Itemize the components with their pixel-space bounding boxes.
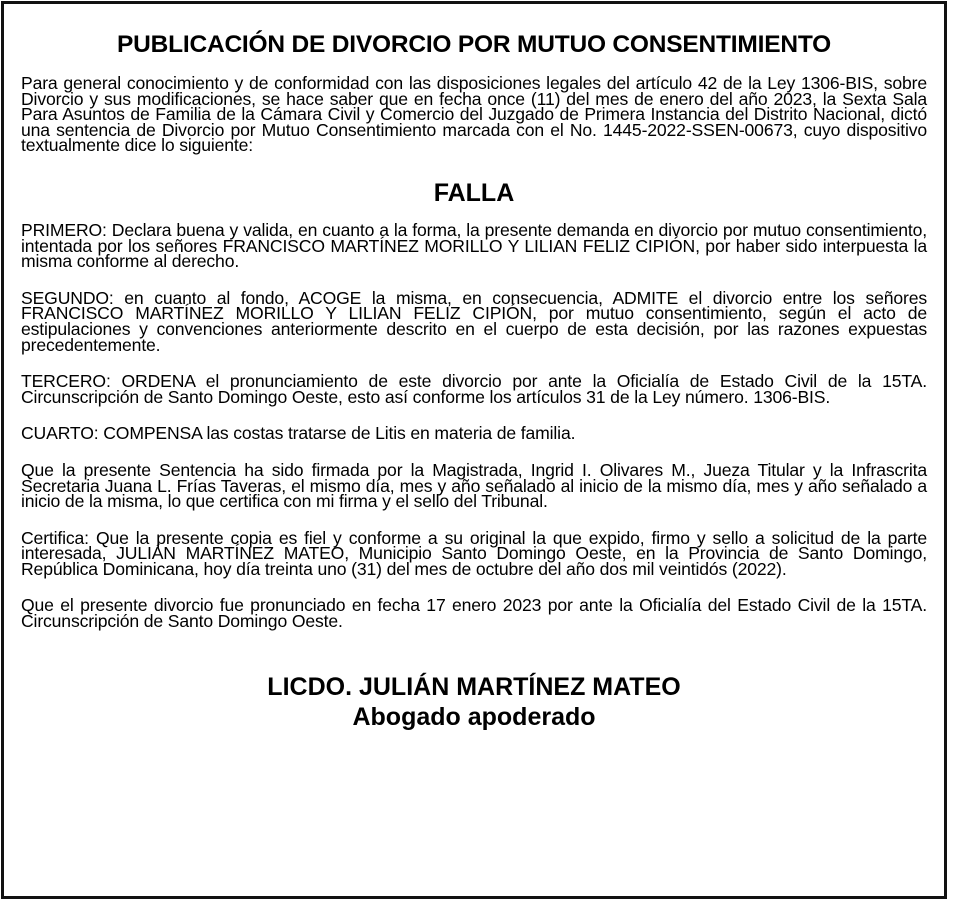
notice-title: PUBLICACIÓN DE DIVORCIO POR MUTUO CONSENTIMIENTO <box>116 31 832 58</box>
intro-paragraph: Para general conocimiento y de conformidad con las disposiciones legales del artículo 42 de la Ley 1306-BIS, sobre Divorcio y sus modificaciones, se hace saber que en fecha once (11) del mes de enero del año 2023, la Sexta Sala Para Asuntos de Familia de la Cámara Civil y Comercio del Juzgado de Primera Instancia del Distrito Nacional, dictó una sentencia de Divorcio por Mutuo Consentimiento marcada con el No. 1445-2022-SSEN-00673, cuyo dispositivo textualmente dice lo siguiente: <box>21 73 927 156</box>
paragraph-certifica: Certifica: Que la presente copia es fiel y conforme a su original la que expido, firmo y sello a solicitud de la parte interesada, JULIÁN MARTÍNEZ MATEO, Municipio Santo Domingo Oeste, en la Provincia de Santo Domingo, República Dominicana, hoy día treinta uno (31) del mes de octubre del año dos mil veintidós (2022). <box>21 527 927 579</box>
signature-role: Abogado apoderado <box>352 702 596 731</box>
falla-heading: FALLA <box>433 178 515 207</box>
paragraph-segundo: SEGUNDO: en cuanto al fondo, ACOGE la misma, en consecuencia, ADMITE el divorcio entre los señores FRANCISCO MARTÍNEZ MORILLO Y LILIAN FELIZ CIPIÓN, por mutuo consentimiento, según el acto de estipulaciones y convenciones anteriormente descrito en el cuerpo de esta decisión, por las razones expuestas precedentemente. <box>21 287 927 355</box>
paragraph-pronunciado: Que el presente divorcio fue pronunciado en fecha 17 enero 2023 por ante la Oficialía del Estado Civil de la 15TA. Circunscripción de Santo Domingo Oeste. <box>21 595 927 632</box>
paragraph-cuarto: CUARTO: COMPENSA las costas tratarse de Litis en materia de familia. <box>21 423 576 444</box>
legal-notice <box>1 1 947 899</box>
paragraph-sentencia-firmada: Que la presente Sentencia ha sido firmada por la Magistrada, Ingrid I. Olivares M., Jueza Titular y la Infrascrita Secretaria Juana L. Frías Taveras, el mismo día, mes y año señalado al inicio de la mismo día, mes y año señalado a inicio de la misma, lo que certifica con mi firma y el sello del Tribunal. <box>21 459 927 512</box>
notice-content <box>21 30 927 732</box>
paragraph-tercero: TERCERO: ORDENA el pronunciamiento de este divorcio por ante la Oficialía de Estado Civil de la 15TA. Circunscripción de Santo Domingo Oeste, esto así conforme los artículos 31 de la Ley número. 1306-BIS. <box>21 371 927 407</box>
signature-name: LICDO. JULIÁN MARTÍNEZ MATEO <box>267 672 681 701</box>
signature-block <box>21 672 927 732</box>
paragraph-primero: PRIMERO: Declara buena y valida, en cuanto a la forma, la presente demanda en divorcio por mutuo consentimiento, intentada por los señores FRANCISCO MARTÍNEZ MORILLO Y LILIAN FELIZ CIPIÓN, por haber sido interpuesta la misma conforme al derecho. <box>21 219 927 272</box>
